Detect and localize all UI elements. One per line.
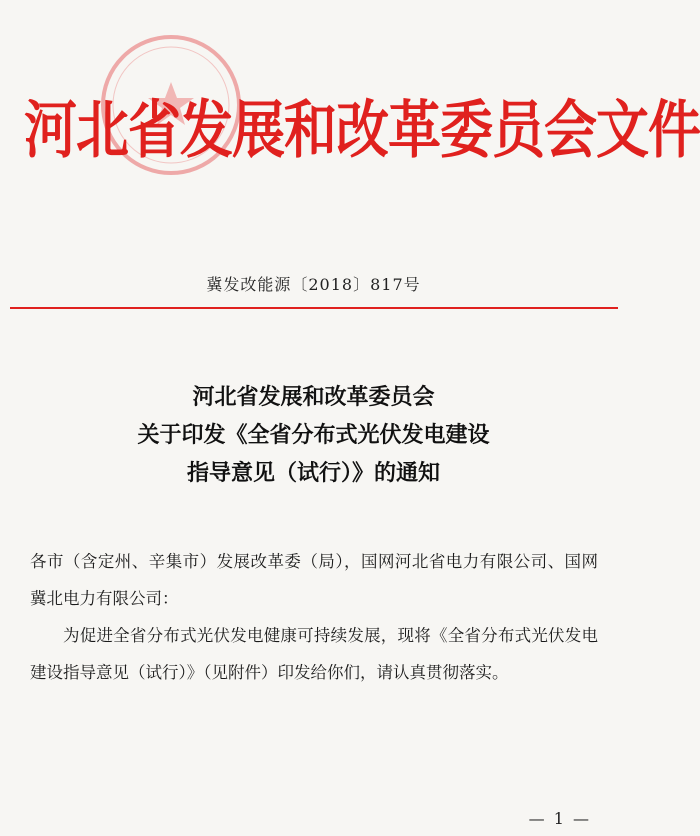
body-paragraph-1: 为促进全省分布式光伏发电健康可持续发展，现将《全省分布式光伏发电建设指导意见（试行）》（见附件）印发给你们，请认真贯彻落实。: [30, 626, 598, 682]
title-line-2: 关于印发《全省分布式光伏发电建设: [137, 422, 490, 448]
title-line-1: 河北省发展和改革委员会: [192, 384, 435, 410]
title-line-3: 指导意见（试行）》的通知: [186, 460, 440, 486]
red-divider-line: [10, 307, 618, 309]
document-masthead: 河北省发展和改革委员会文件: [24, 94, 700, 167]
addressee-paragraph: 各市（含定州、辛集市）发展改革委（局），国网河北省电力有限公司、国网冀北电力有限公司：: [30, 552, 598, 608]
document-number: 冀发改能源〔2018〕817号: [206, 275, 421, 294]
document-title: [0, 378, 627, 492]
page-number: — 1 —: [528, 809, 591, 828]
document-body: [30, 543, 598, 691]
bleed-through-text: [40, 248, 590, 269]
